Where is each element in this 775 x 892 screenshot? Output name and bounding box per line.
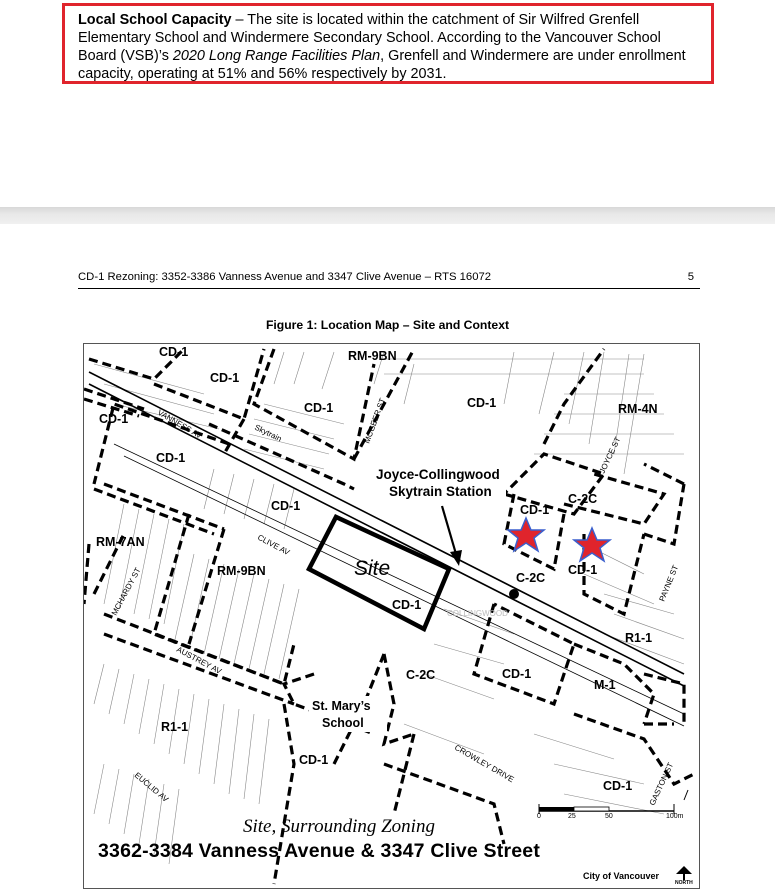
- zone-label: CD-1: [304, 401, 334, 415]
- zone-label: C-2C: [406, 668, 436, 682]
- street-label: AUSTREY AV: [175, 644, 223, 677]
- zone-label: CD-1: [271, 499, 301, 513]
- street-label: VANNESS AV: [156, 407, 204, 441]
- school-label-line2: School: [322, 716, 364, 730]
- zone-label: CD-1: [99, 412, 129, 426]
- zone-label: R1-1: [625, 631, 653, 645]
- zone-label: RM-9BN: [348, 349, 397, 363]
- zone-label: CD-1: [299, 753, 329, 767]
- zone-label: CD-1: [159, 345, 189, 359]
- scale-label: 50: [605, 813, 613, 820]
- page-top: [0, 0, 775, 207]
- scale-labels: [537, 813, 684, 820]
- location-map-svg: [84, 344, 700, 889]
- school-label-line1: St. Mary’s: [312, 699, 371, 713]
- zone-label: R1-1: [161, 720, 189, 734]
- north-label: NORTH: [675, 880, 693, 886]
- scale-label: 25: [568, 813, 576, 820]
- street-label: GASTON ST: [647, 761, 676, 807]
- scale-label: 0: [537, 813, 541, 820]
- station-label-line2: Skytrain Station: [389, 484, 492, 499]
- city-of-vancouver-label: City of Vancouver: [583, 871, 660, 881]
- street-label: COLLINGWOOD: [447, 609, 508, 618]
- zone-label: CD-1: [156, 451, 186, 465]
- street-label: Skytrain: [253, 422, 284, 444]
- report-header-title: CD-1 Rezoning: 3352-3386 Vanness Avenue and 3347 Clive Avenue – RTS 16072: [78, 271, 492, 283]
- station-dot: [509, 589, 519, 599]
- map-caption-italic: Site, Surrounding Zoning: [243, 816, 435, 837]
- site-label: Site: [354, 557, 391, 580]
- zoning-boundaries: [84, 349, 694, 884]
- map-caption-address: 3362-3384 Vanness Avenue & 3347 Clive Street: [98, 840, 541, 862]
- scale-bar: [539, 790, 688, 814]
- zone-label: RM-7AN: [96, 535, 145, 549]
- street-label: CLIVE AV: [256, 532, 292, 558]
- highlighted-paragraph: [62, 3, 714, 84]
- zone-label: CD-1: [392, 598, 422, 612]
- zone-label: CD-1: [210, 371, 240, 385]
- zone-label: CD-1: [467, 396, 497, 410]
- street-label: EUCLID AV: [132, 770, 171, 805]
- scale-label: 100m: [666, 813, 684, 820]
- star-marker: [508, 518, 544, 551]
- street-label: MCHARDY ST: [109, 566, 143, 617]
- figure-title: Figure 1: Location Map – Site and Context: [265, 318, 510, 332]
- zone-label: M-1: [594, 678, 616, 692]
- street-label: PAYNE ST: [657, 563, 681, 603]
- zone-label: CD-1: [568, 563, 598, 577]
- zone-label: RM-9BN: [217, 564, 266, 578]
- zone-label: RM-4N: [618, 402, 658, 416]
- paragraph-text-1: – The site is located within the catchment of Sir Wilfred Grenfell Elementary School and Windermere Secondary School. According to the Vancouver School Board (VSB)’s: [78, 12, 661, 64]
- street-label: JOYCE ST: [597, 435, 623, 475]
- location-map: [83, 343, 700, 889]
- zone-label: CD-1: [603, 779, 633, 793]
- street-label: CROWLEY DRIVE: [453, 742, 516, 785]
- zone-label: C-2C: [516, 571, 546, 585]
- star-marker: [574, 528, 610, 561]
- school-label: [309, 696, 387, 732]
- zone-label: CD-1: [520, 503, 550, 517]
- paragraph-text-2: , Grenfell and Windermere are under enrollment capacity, operating at 51% and 56% respectively by 2031.: [78, 48, 686, 82]
- report-header: [78, 271, 700, 289]
- page-number: 5: [687, 271, 694, 283]
- zone-label: CD-1: [502, 667, 532, 681]
- station-label-line1: Joyce-Collingwood: [376, 467, 500, 482]
- station-label: [371, 464, 506, 500]
- plan-title: 2020 Long Range Facilities Plan: [172, 48, 381, 64]
- page-gap: [0, 207, 775, 224]
- zone-label: C-2C: [568, 492, 598, 506]
- paragraph-heading: Local School Capacity: [78, 12, 232, 28]
- street-label: MCGEER ST: [362, 396, 388, 445]
- north-arrow-icon: [676, 866, 692, 880]
